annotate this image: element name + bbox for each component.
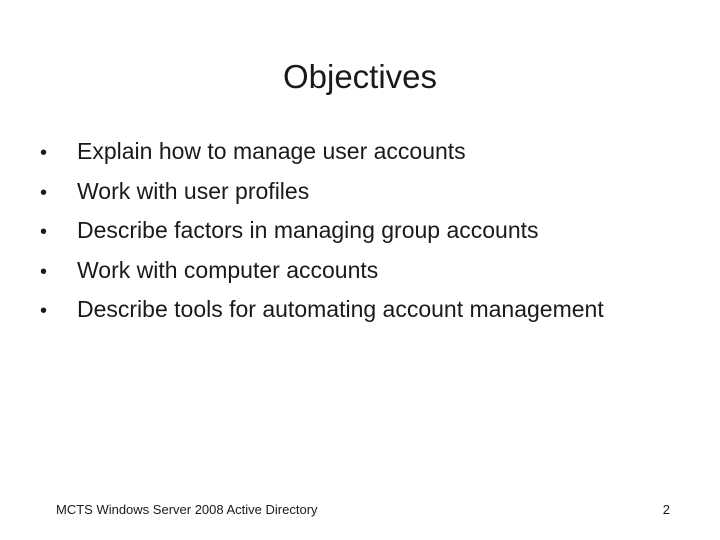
page-number: 2 [662, 502, 670, 517]
objectives-list [40, 133, 700, 331]
slide-title-text: Objectives [282, 58, 438, 95]
list-item-text: Describe factors in managing group accounts [77, 217, 539, 243]
slide-footer: MCTS Windows Server 2008 Active Directory [56, 502, 318, 517]
list-item [40, 252, 700, 292]
list-item [40, 291, 700, 331]
list-item-text: Explain how to manage user accounts [77, 138, 466, 164]
bullet-icon: • [40, 142, 48, 164]
slide-title [0, 55, 720, 99]
list-item-text: Work with user profiles [77, 177, 310, 204]
bullet-icon: • [40, 300, 48, 322]
bullet-icon: • [40, 260, 48, 283]
bullet-icon: • [40, 221, 48, 243]
list-item-text: Describe tools for automating account management [77, 296, 604, 322]
list-item-text: Work with computer accounts [77, 256, 379, 283]
bullet-icon: • [40, 181, 48, 204]
list-item [40, 212, 700, 252]
list-item [40, 133, 700, 173]
list-item [40, 173, 700, 213]
